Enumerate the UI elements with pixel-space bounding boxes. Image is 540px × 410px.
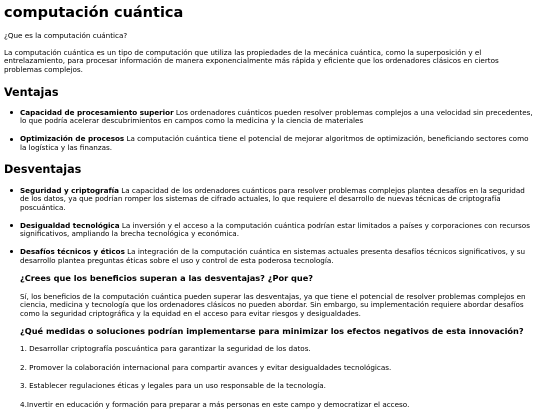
ventajas-heading: Ventajas (4, 85, 59, 99)
list-item-text: La capacidad de los ordenadores cuánticos para resolver problemas complejos plantea desafíos en la seguridad de los datos, ya que podrían romper los sistemas de cifrado actuales, lo que requiere el desarrollo de nuevas técnicas de criptografía poscuántica. (20, 185, 525, 212)
list-item (20, 248, 536, 265)
desventajas-list (4, 187, 536, 265)
beneficios-heading: ¿Crees que los beneficios superan a las desventajas? ¿Por que? (20, 273, 314, 284)
measure-item: 4.Invertir en educación y formación para preparar a más personas en este campo y democratizar el acceso. (20, 399, 410, 409)
intro-paragraph: La computación cuántica es un tipo de computación que utiliza las propiedades de la mecánica cuántica, como la superposición y el entrelazamiento, para procesar información de manera exponencialmente más rápida y eficiente que los ordenadores clásicos en ciertos problemas complejos. (4, 47, 499, 74)
list-item-term: Desafíos técnicos y éticos (20, 246, 125, 256)
list-item-term: Optimización de procesos (20, 134, 125, 144)
medidas-heading: ¿Qué medidas o soluciones podrían implementarse para minimizar los efectos negativos de esta innovación? (20, 325, 524, 336)
intro-question: ¿Que es la computación cuántica? (4, 30, 128, 40)
measure-item: 2. Promover la colaboración internacional para compartir avances y evitar desigualdades tecnológicas. (20, 362, 392, 372)
page-title: computación cuántica (4, 5, 184, 21)
beneficios-paragraph: Sí, los beneficios de la computación cuántica pueden superar las desventajas, ya que tiene el potencial de resolver problemas complejos en ciencia, medicina y tecnología que los ordenadores clásicos no pueden abordar. Sin embargo, su implementación requiere abordar desafíos como la seguridad criptográfica y la equidad en el acceso para evitar riesgos y desigualdades. (20, 291, 526, 318)
ventajas-list (4, 109, 536, 153)
list-item-text: Los ordenadores cuánticos pueden resolver problemas complejos a una velocidad sin precedentes, lo que podría acelerar descubrimientos en campos como la medicina y la ciencia de materiales (20, 107, 533, 126)
list-item (20, 222, 536, 239)
list-item (20, 135, 536, 152)
reflection-section (4, 274, 536, 409)
list-item-text: La integración de la computación cuántica en sistemas actuales presenta desafíos técnicos significativos, y su desarrollo plantea preguntas éticas sobre el uso y control de esta poderosa tecnología. (20, 246, 526, 265)
measure-item: 1. Desarrollar criptografía poscuántica para garantizar la seguridad de los datos. (20, 343, 311, 353)
list-item-term: Desigualdad tecnológica (20, 220, 120, 230)
list-item-text: La computación cuántica tiene el potencial de mejorar algoritmos de optimización, beneficiando sectores como la logística y las finanzas. (20, 134, 529, 152)
list-item-term: Capacidad de procesamiento superior (20, 107, 174, 117)
list-item (20, 109, 536, 126)
desventajas-heading: Desventajas (4, 163, 82, 177)
measure-item: 3. Establecer regulaciones éticas y legales para un uso responsable de la tecnología. (20, 381, 326, 391)
list-item-text: La inversión y el acceso a la computación cuántica podrían estar limitados a países y corporaciones con recursos significativos, ampliando la brecha tecnológica y económica. (20, 220, 530, 239)
list-item-term: Seguridad y criptografía (20, 185, 119, 195)
list-item (20, 187, 536, 213)
